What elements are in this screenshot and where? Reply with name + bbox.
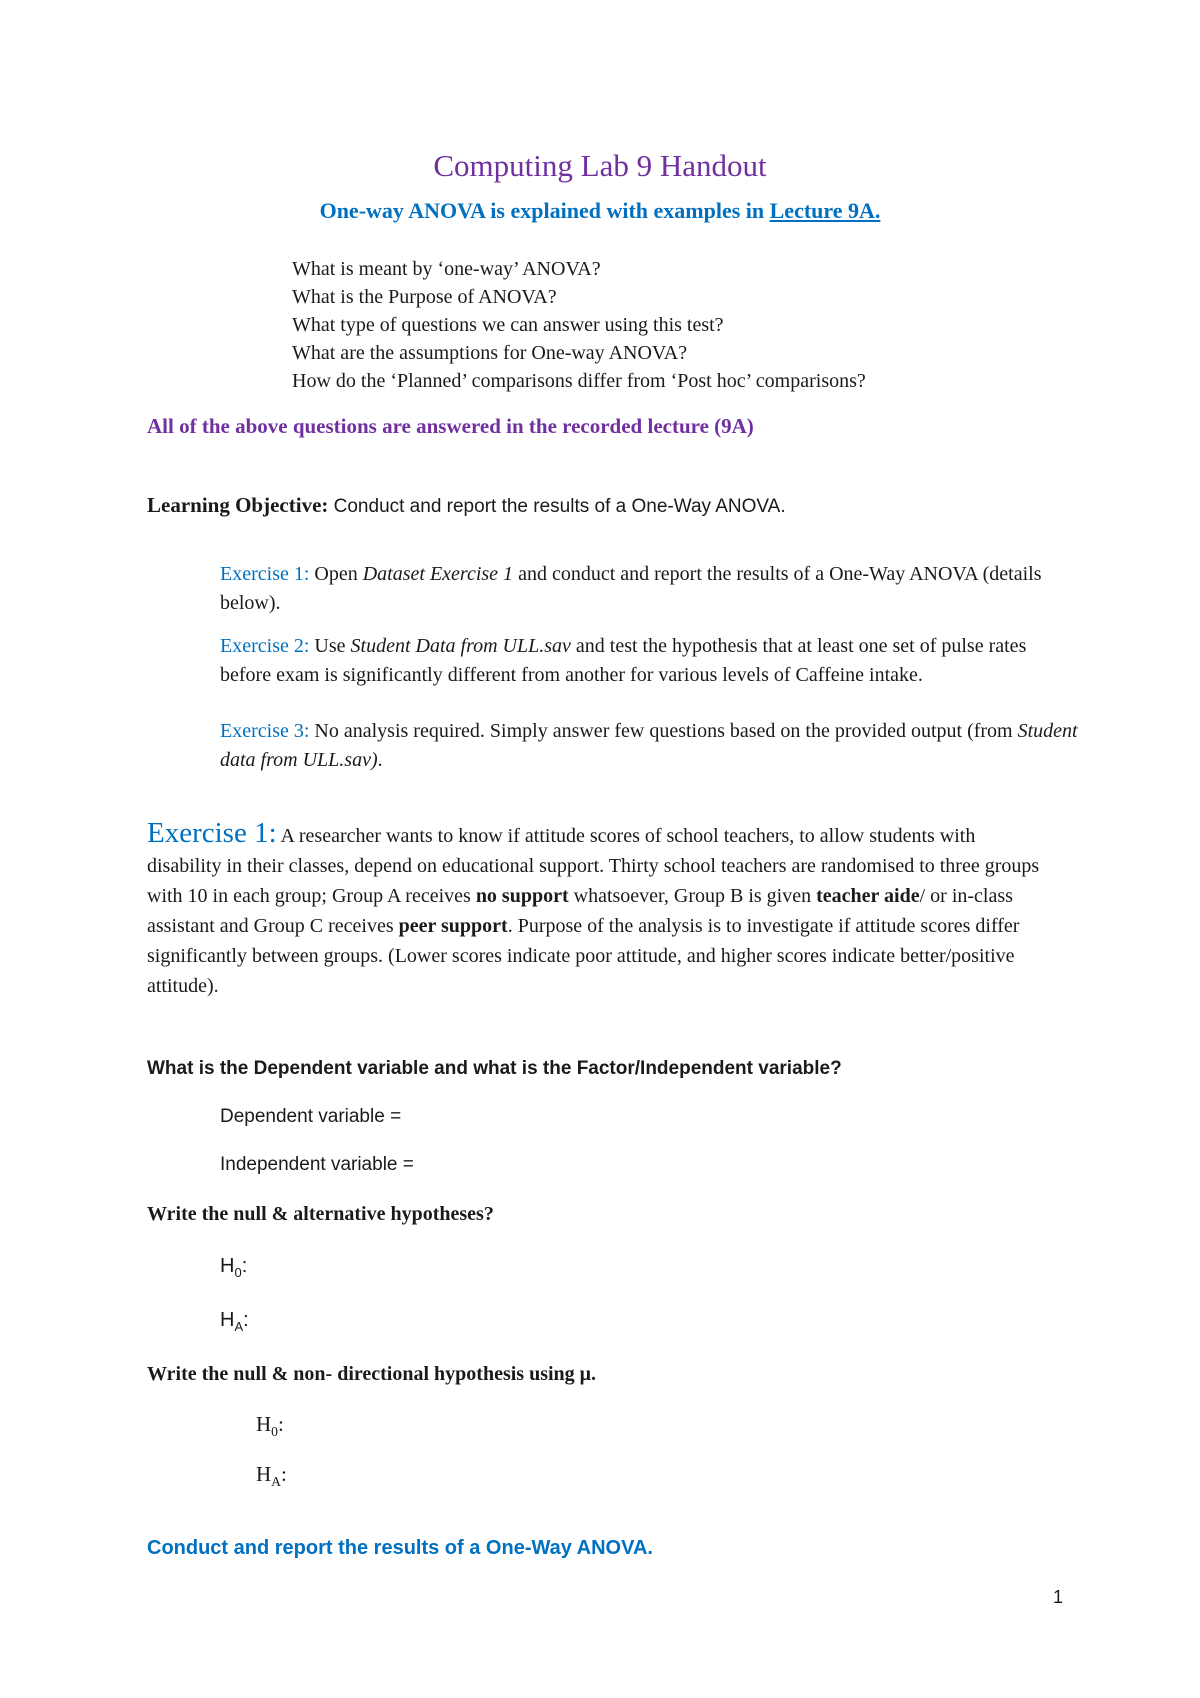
exercise-text: No analysis required. Simply answer few questions based on the provided output (from: [309, 720, 1018, 742]
exercise-text: and conduct and report the results of a One-Way ANOVA (details below).: [220, 563, 1042, 614]
page-title: Computing Lab 9 Handout: [433, 148, 767, 183]
exercise-text: Open: [309, 563, 363, 585]
conduct-heading: Conduct and report the results of a One-Way ANOVA.: [147, 1537, 653, 1559]
h0-subscript: 0: [234, 1265, 242, 1280]
h-letter: H: [220, 1255, 235, 1277]
question-item: What type of questions we can answer using this test?: [292, 314, 724, 336]
exercise-label: Exercise 3:: [220, 720, 310, 742]
exercise-text: and test the hypothesis that at least one set of pulse rates before exam is significantly different from another for various levels of Caffeine intake.: [220, 635, 1027, 686]
exercise-summary-1: [220, 560, 1080, 618]
dataset-name: Student data from ULL.sav): [220, 720, 1078, 771]
exercise-text: Use: [309, 635, 351, 657]
independent-variable-field: Independent variable =: [220, 1154, 414, 1175]
exercise-1-heading: Exercise 1:: [147, 817, 277, 849]
lecture-note: All of the above questions are answered in the recorded lecture (9A): [147, 414, 754, 438]
exercise-1-text: whatsoever, Group B is given: [568, 885, 817, 907]
ha-subscript: A: [271, 1474, 282, 1490]
variables-question: What is the Dependent variable and what is the Factor/Independent variable?: [147, 1058, 842, 1079]
learning-objective-text: Conduct and report the results of a One-Way ANOVA.: [333, 496, 786, 517]
group-c-condition: peer support: [398, 915, 508, 937]
h0-field: [220, 1255, 247, 1280]
question-item: What is the Purpose of ANOVA?: [292, 286, 557, 308]
h0-subscript: 0: [271, 1424, 278, 1440]
mu-hypothesis-question: Write the null & non- directional hypothesis using μ.: [147, 1363, 596, 1385]
mu-h0-field: [256, 1412, 284, 1440]
colon: :: [243, 1309, 249, 1331]
exercise-summary-2: [220, 632, 1080, 690]
dependent-variable-field: Dependent variable =: [220, 1106, 402, 1127]
mu-ha-field: [256, 1462, 287, 1490]
exercise-1-description: [147, 818, 1047, 1001]
exercise-label: Exercise 1:: [220, 563, 310, 585]
question-item: How do the ‘Planned’ comparisons differ from ‘Post hoc’ comparisons?: [292, 370, 866, 392]
subtitle-text: One-way ANOVA is explained with examples in: [319, 198, 770, 223]
dataset-name: Dataset Exercise 1: [362, 563, 514, 585]
exercise-1-text: . Purpose of the analysis is to investigate if attitude scores differ significantly between groups. (Lower scores indicate poor attitude, and higher scores indicate better/positive attitude).: [147, 915, 1020, 997]
ha-field: [220, 1309, 249, 1334]
h-letter: H: [220, 1309, 235, 1331]
h-letter: H: [256, 1412, 272, 1436]
h-letter: H: [256, 1462, 272, 1486]
exercise-label: Exercise 2:: [220, 635, 310, 657]
page-number: 1: [1052, 1587, 1063, 1607]
group-b-condition: teacher aide: [816, 885, 920, 907]
hypotheses-question: Write the null & alternative hypotheses?: [147, 1203, 494, 1225]
learning-objective: [147, 493, 786, 518]
group-a-condition: no support: [475, 885, 569, 907]
learning-objective-label: Learning Objective:: [147, 493, 329, 517]
colon: :: [241, 1255, 248, 1277]
lecture-link[interactable]: Lecture 9A.: [769, 198, 881, 223]
subtitle: [0, 198, 1200, 224]
question-item: What is meant by ‘one-way’ ANOVA?: [292, 258, 601, 280]
ha-subscript: A: [234, 1319, 244, 1334]
exercise-1-text: A researcher wants to know if attitude scores of school teachers, to allow students with disability in their classes, depend on educational support. Thirty school teachers are randomised to three groups with 10 in each group; Group A receives: [147, 825, 1040, 907]
colon: :: [278, 1412, 284, 1436]
exercise-1-text: / or in-class assistant and Group C receives: [147, 885, 1013, 937]
dataset-name: Student Data from ULL.sav: [350, 635, 571, 657]
question-item: What are the assumptions for One-way ANOVA?: [292, 342, 688, 364]
exercise-text: .: [377, 749, 383, 771]
colon: :: [281, 1462, 287, 1486]
exercise-summary-3: [220, 717, 1080, 775]
